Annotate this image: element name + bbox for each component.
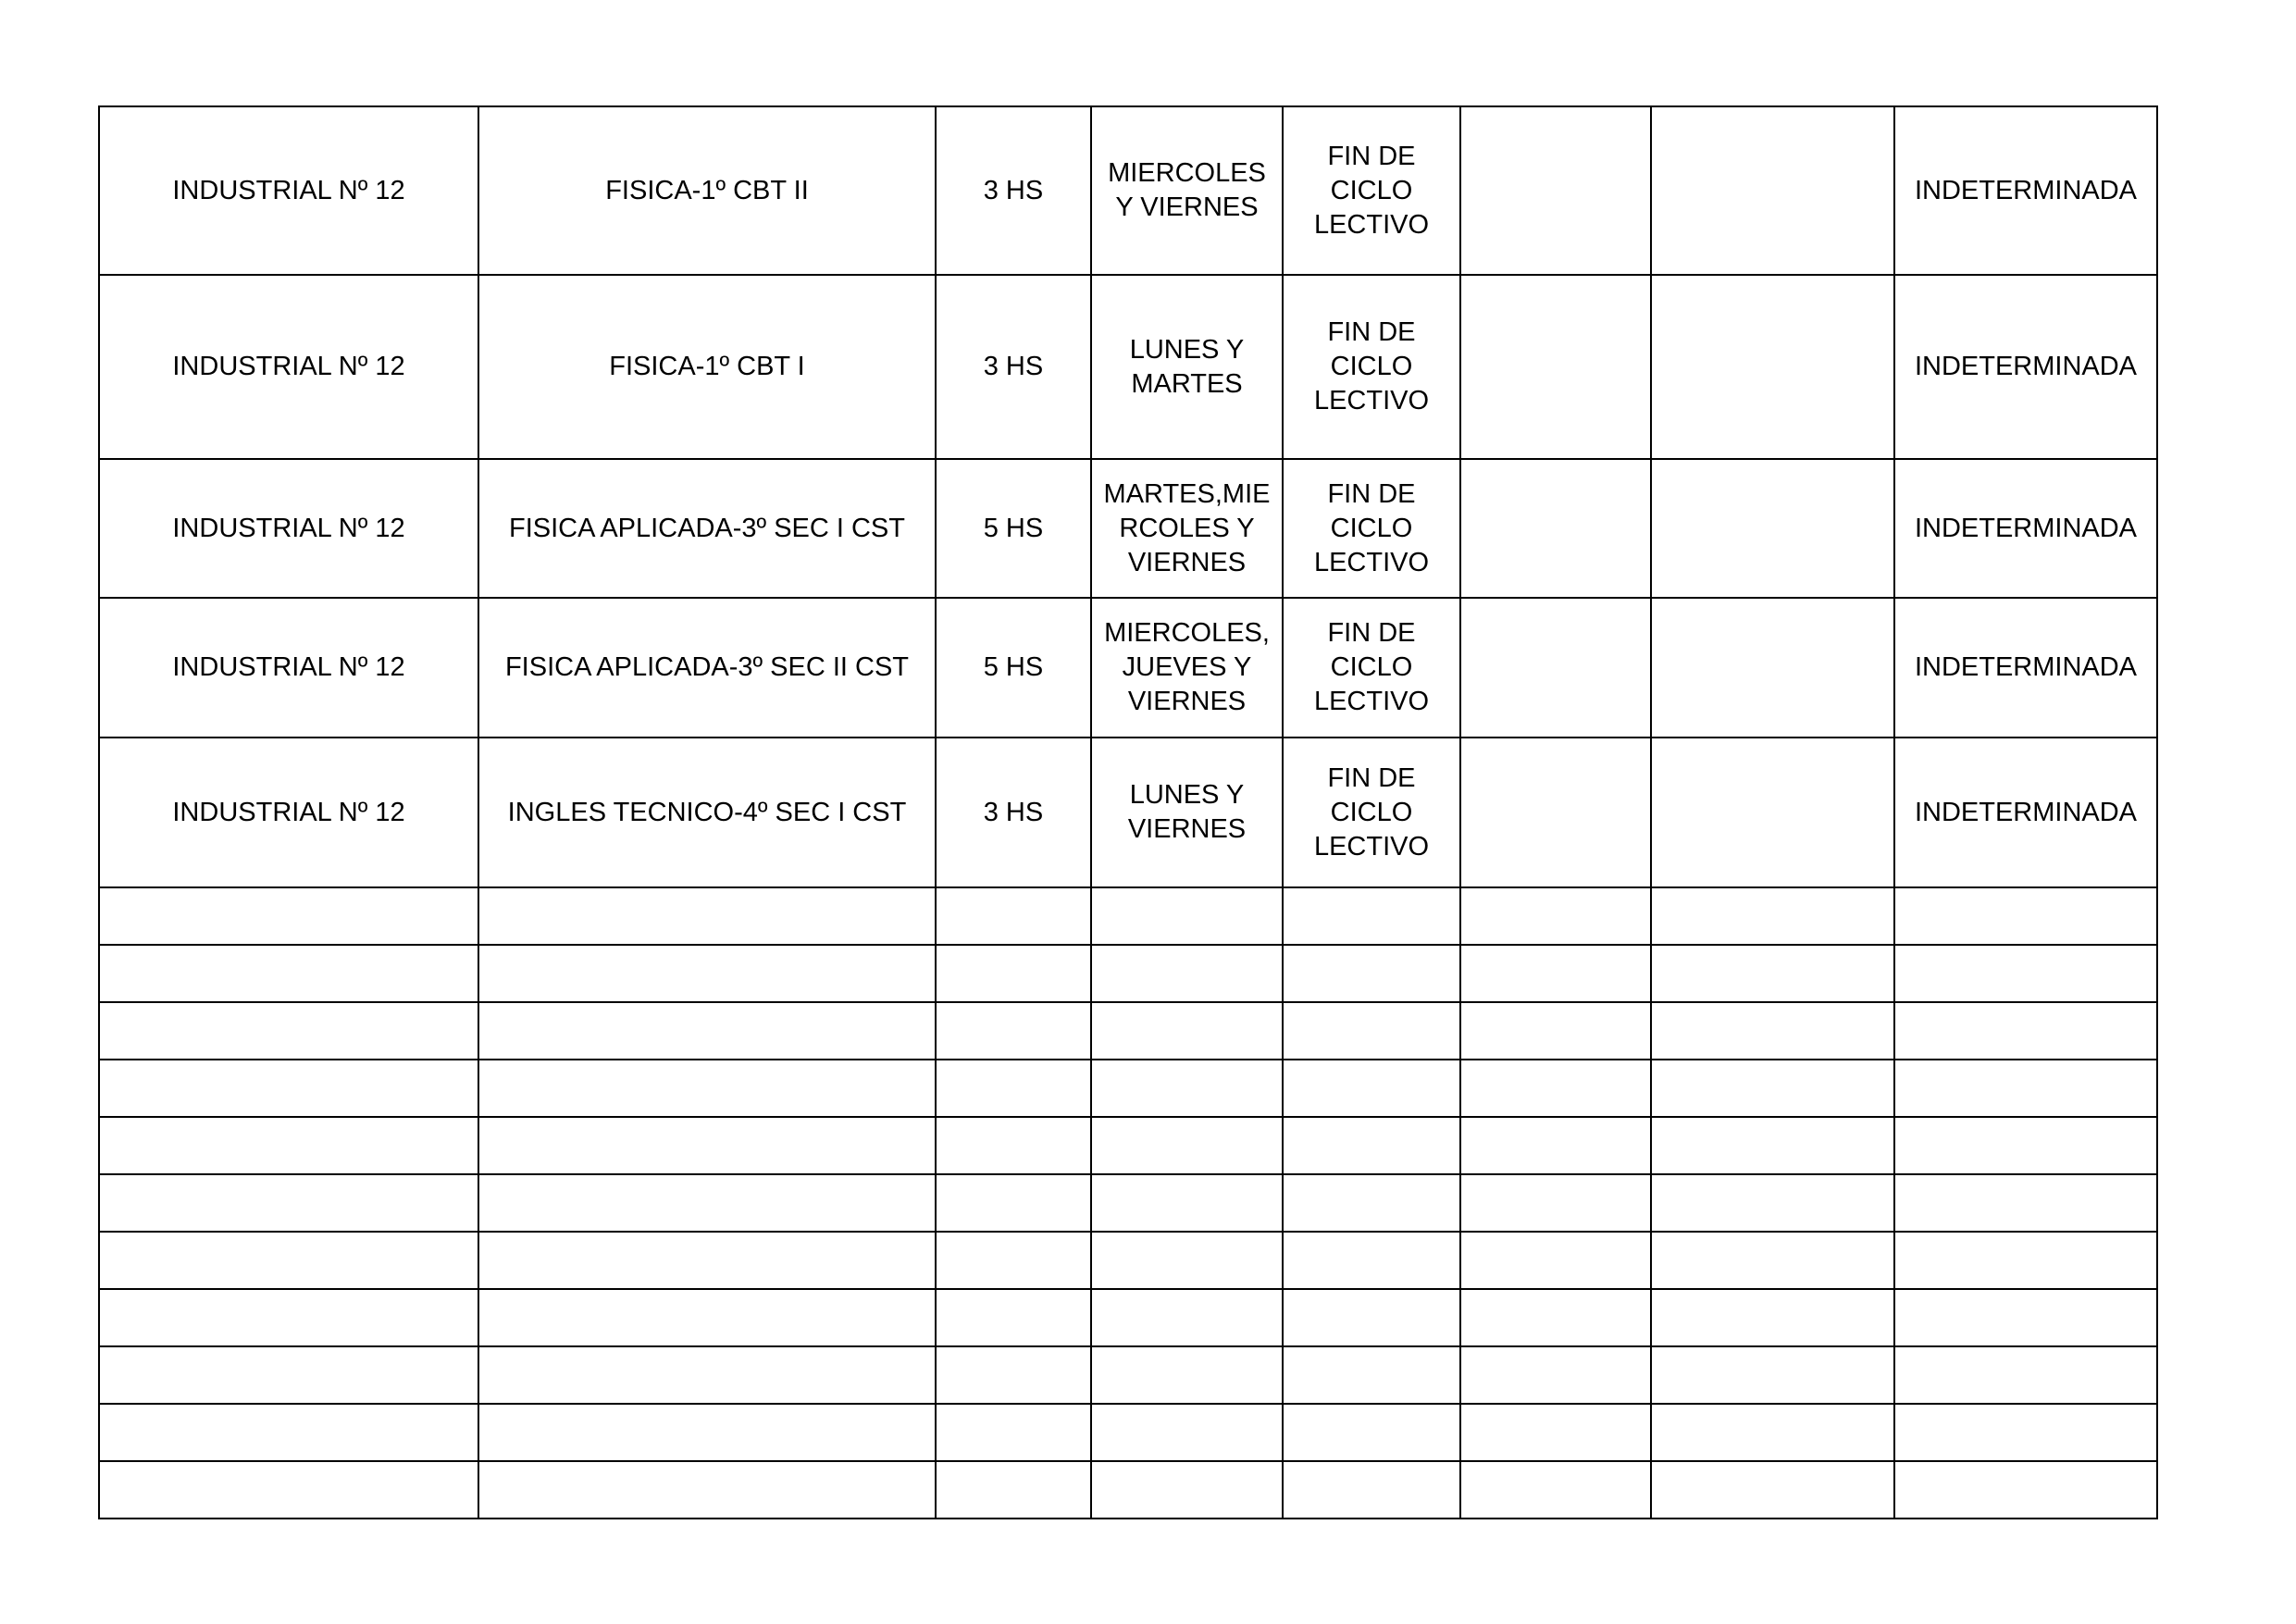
end-line: LECTIVO (1313, 209, 1430, 240)
table-row (99, 459, 2157, 598)
empty-cell (99, 1060, 478, 1117)
empty-cell (936, 887, 1091, 945)
days-line: VIERNES (1127, 687, 1247, 716)
empty-cell (1894, 1346, 2157, 1404)
empty-cell (1651, 1002, 1894, 1060)
empty-cell (1894, 1289, 2157, 1346)
hours-cell (936, 738, 1091, 887)
empty-cell (478, 1346, 936, 1404)
empty-table-row (99, 1002, 2157, 1060)
empty-cell (1283, 1404, 1460, 1461)
hours-cell (936, 275, 1091, 459)
empty-table-row (99, 887, 2157, 945)
days-line: JUEVES Y (1122, 652, 1252, 682)
empty-cell (1460, 1289, 1651, 1346)
days-line: Y VIERNES (1115, 192, 1259, 222)
days-line: MARTES,MIE (1103, 478, 1271, 509)
empty-cell (1283, 1060, 1460, 1117)
empty-cell (1651, 1060, 1894, 1117)
blank-cell (1651, 106, 1894, 275)
school-text: INDUSTRIAL Nº 12 (172, 352, 405, 381)
subject-cell (478, 275, 936, 459)
school-cell (99, 598, 478, 738)
empty-cell (1283, 1117, 1460, 1174)
empty-cell (1283, 887, 1460, 945)
end-line: LECTIVO (1313, 547, 1430, 577)
subject-text: FISICA-1º CBT I (609, 352, 805, 381)
empty-table-row (99, 1289, 2157, 1346)
blank-cell (1651, 738, 1894, 887)
empty-cell (1460, 1002, 1651, 1060)
empty-cell (99, 1174, 478, 1232)
empty-cell (1651, 1289, 1894, 1346)
empty-cell (478, 1117, 936, 1174)
hours-cell (936, 106, 1091, 275)
end-date-cell (1283, 459, 1460, 598)
empty-cell (478, 1060, 936, 1117)
empty-cell (1651, 1174, 1894, 1232)
empty-cell (1283, 1002, 1460, 1060)
status-text: INDETERMINADA (1914, 797, 2138, 827)
empty-cell (1651, 1232, 1894, 1289)
empty-table-row (99, 1404, 2157, 1461)
empty-cell (1651, 1346, 1894, 1404)
end-line: LECTIVO (1313, 831, 1430, 862)
status-text: INDETERMINADA (1914, 175, 2138, 205)
empty-cell (478, 1232, 936, 1289)
empty-table-row (99, 1117, 2157, 1174)
hours-text: 3 HS (983, 352, 1044, 381)
subject-text: FISICA-1º CBT II (605, 175, 809, 205)
days-cell (1091, 738, 1283, 887)
empty-cell (1894, 1174, 2157, 1232)
blank-cell (1460, 459, 1651, 598)
status-cell (1894, 275, 2157, 459)
empty-cell (1460, 945, 1651, 1002)
end-line: CICLO (1330, 175, 1413, 205)
empty-cell (1091, 1461, 1283, 1519)
empty-cell (1460, 887, 1651, 945)
empty-cell (1091, 1404, 1283, 1461)
school-text: INDUSTRIAL Nº 12 (172, 513, 405, 543)
empty-cell (1651, 1117, 1894, 1174)
empty-cell (1651, 887, 1894, 945)
school-cell (99, 459, 478, 598)
days-cell (1091, 275, 1283, 459)
subject-cell (478, 106, 936, 275)
empty-table-row (99, 1232, 2157, 1289)
end-line: FIN DE (1327, 618, 1416, 648)
empty-cell (99, 887, 478, 945)
end-line: FIN DE (1327, 141, 1416, 171)
empty-cell (1894, 1461, 2157, 1519)
status-cell (1894, 459, 2157, 598)
empty-cell (478, 1461, 936, 1519)
end-line: CICLO (1330, 352, 1413, 381)
end-line: LECTIVO (1313, 386, 1430, 415)
empty-cell (1894, 1232, 2157, 1289)
empty-cell (1460, 1346, 1651, 1404)
subject-text: FISICA APLICADA-3º SEC II CST (504, 652, 910, 682)
subject-cell (478, 598, 936, 738)
empty-cell (99, 1002, 478, 1060)
table-row (99, 275, 2157, 459)
days-line: MIERCOLES (1108, 158, 1266, 188)
empty-cell (1894, 887, 2157, 945)
end-line: CICLO (1330, 513, 1413, 543)
empty-cell (1460, 1060, 1651, 1117)
end-line: FIN DE (1327, 762, 1416, 793)
end-date-cell (1283, 106, 1460, 275)
empty-cell (936, 1060, 1091, 1117)
empty-cell (1651, 1461, 1894, 1519)
empty-cell (99, 945, 478, 1002)
days-cell (1091, 106, 1283, 275)
empty-cell (1091, 887, 1283, 945)
blank-cell (1651, 598, 1894, 738)
empty-cell (1894, 1117, 2157, 1174)
empty-cell (1283, 1461, 1460, 1519)
empty-cell (99, 1289, 478, 1346)
empty-cell (936, 1346, 1091, 1404)
blank-cell (1651, 459, 1894, 598)
empty-cell (478, 945, 936, 1002)
empty-cell (1283, 1232, 1460, 1289)
empty-cell (936, 1232, 1091, 1289)
status-cell (1894, 106, 2157, 275)
empty-cell (936, 1117, 1091, 1174)
empty-cell (1894, 1060, 2157, 1117)
empty-cell (936, 945, 1091, 1002)
empty-cell (478, 887, 936, 945)
empty-cell (1091, 1232, 1283, 1289)
empty-cell (1091, 1174, 1283, 1232)
empty-cell (1283, 1174, 1460, 1232)
blank-cell (1460, 275, 1651, 459)
subject-cell (478, 738, 936, 887)
empty-cell (1460, 1232, 1651, 1289)
empty-cell (478, 1174, 936, 1232)
days-line: RCOLES Y (1119, 513, 1255, 543)
table-body (99, 106, 2157, 1519)
hours-text: 5 HS (983, 513, 1044, 543)
days-line: MARTES (1131, 368, 1243, 399)
end-line: FIN DE (1327, 317, 1416, 347)
empty-cell (1091, 1002, 1283, 1060)
school-text: INDUSTRIAL Nº 12 (172, 652, 405, 682)
empty-table-row (99, 1346, 2157, 1404)
hours-text: 5 HS (983, 652, 1044, 682)
empty-table-row (99, 1174, 2157, 1232)
school-text: INDUSTRIAL Nº 12 (172, 175, 405, 205)
hours-cell (936, 459, 1091, 598)
empty-cell (1283, 945, 1460, 1002)
end-line: LECTIVO (1313, 687, 1430, 716)
empty-table-row (99, 1461, 2157, 1519)
empty-table-row (99, 945, 2157, 1002)
school-cell (99, 738, 478, 887)
blank-cell (1651, 275, 1894, 459)
empty-cell (1651, 1404, 1894, 1461)
empty-cell (1283, 1289, 1460, 1346)
days-line: VIERNES (1127, 547, 1247, 577)
status-cell (1894, 598, 2157, 738)
empty-cell (1460, 1117, 1651, 1174)
empty-cell (1460, 1404, 1651, 1461)
empty-cell (1091, 1346, 1283, 1404)
table-row (99, 598, 2157, 738)
days-cell (1091, 459, 1283, 598)
status-text: INDETERMINADA (1914, 352, 2138, 381)
empty-cell (99, 1346, 478, 1404)
table-row (99, 106, 2157, 275)
empty-cell (99, 1404, 478, 1461)
days-line: LUNES Y (1129, 334, 1245, 365)
empty-cell (1651, 945, 1894, 1002)
hours-cell (936, 598, 1091, 738)
end-date-cell (1283, 275, 1460, 459)
hours-text: 3 HS (983, 175, 1044, 205)
empty-cell (99, 1117, 478, 1174)
status-text: INDETERMINADA (1914, 652, 2138, 682)
days-cell (1091, 598, 1283, 738)
empty-cell (1460, 1461, 1651, 1519)
empty-cell (99, 1461, 478, 1519)
subject-cell (478, 459, 936, 598)
empty-table-row (99, 1060, 2157, 1117)
empty-cell (1091, 945, 1283, 1002)
blank-cell (1460, 106, 1651, 275)
empty-cell (99, 1232, 478, 1289)
school-cell (99, 275, 478, 459)
empty-cell (1460, 1174, 1651, 1232)
empty-cell (936, 1289, 1091, 1346)
school-cell (99, 106, 478, 275)
school-text: INDUSTRIAL Nº 12 (172, 797, 405, 827)
empty-cell (1894, 1002, 2157, 1060)
subject-text: FISICA APLICADA-3º SEC I CST (509, 513, 905, 543)
empty-cell (936, 1174, 1091, 1232)
empty-cell (1894, 945, 2157, 1002)
days-line: MIERCOLES, (1104, 618, 1270, 648)
empty-cell (1894, 1404, 2157, 1461)
status-text: INDETERMINADA (1914, 513, 2138, 543)
end-line: CICLO (1330, 652, 1413, 682)
empty-cell (478, 1002, 936, 1060)
days-line: VIERNES (1127, 814, 1247, 844)
schedule-table (98, 105, 2158, 1519)
empty-cell (1283, 1346, 1460, 1404)
empty-cell (936, 1002, 1091, 1060)
end-date-cell (1283, 598, 1460, 738)
empty-cell (936, 1461, 1091, 1519)
empty-cell (1091, 1060, 1283, 1117)
end-line: CICLO (1330, 797, 1413, 827)
subject-text: INGLES TECNICO-4º SEC I CST (507, 797, 907, 827)
blank-cell (1460, 738, 1651, 887)
empty-cell (1091, 1117, 1283, 1174)
end-line: FIN DE (1327, 478, 1416, 509)
empty-cell (1091, 1289, 1283, 1346)
hours-text: 3 HS (983, 797, 1044, 827)
table-row (99, 738, 2157, 887)
empty-cell (478, 1289, 936, 1346)
status-cell (1894, 738, 2157, 887)
days-line: LUNES Y (1129, 780, 1245, 810)
end-date-cell (1283, 738, 1460, 887)
blank-cell (1460, 598, 1651, 738)
empty-cell (936, 1404, 1091, 1461)
empty-cell (478, 1404, 936, 1461)
